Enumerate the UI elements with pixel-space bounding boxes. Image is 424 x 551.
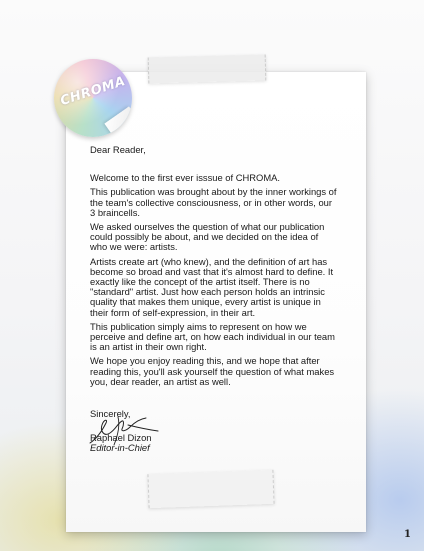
closing: Sincerely, — [90, 408, 131, 420]
letter-body — [90, 145, 338, 454]
letter-paragraph-3: We asked ourselves the question of what our publication could possibly be about, and we decided on the idea of who we were: artists. — [90, 221, 325, 253]
letter-paragraph-5: This publication simply aims to represent on how we perceive and define art, on how each individual in our team is an artist in their own right. — [90, 320, 335, 353]
sticker-peel-corner — [104, 106, 132, 137]
chroma-sticker — [54, 59, 132, 137]
letter-paragraph-2: This publication was brought about by the inner workings of the team's collective consciousness, or in other words, our 3 braincells. — [90, 186, 337, 218]
signature-area — [90, 419, 338, 433]
signer-name: Raphael Dizon — [90, 432, 152, 444]
letter-paragraph-1: Welcome to the first ever isssue of CHROMA. — [90, 172, 280, 184]
letter-paragraph-4: Artists create art (who knew), and the definition of art has become so broad and vast that it's almost hard to define. It exactly like the concept of the artist itself. There is no "standard" artist. Just how each person holds an intrinsic quality that makes them unique, every artist is unique in their form of self-expression, in their art. — [90, 255, 334, 318]
sticker-logo-text: CHROMA — [58, 73, 128, 110]
salutation: Dear Reader, — [90, 144, 146, 155]
tape-bottom — [147, 470, 274, 508]
page-number: 1 — [404, 529, 411, 540]
signer-title: Editor-in-Chief — [90, 442, 150, 454]
tape-top — [148, 54, 267, 83]
letter-paragraph-6: We hope you enjoy reading this, and we hope that after reading this, you'll ask yourself the question of what makes you, dear reader, an artist as well. — [90, 355, 335, 387]
